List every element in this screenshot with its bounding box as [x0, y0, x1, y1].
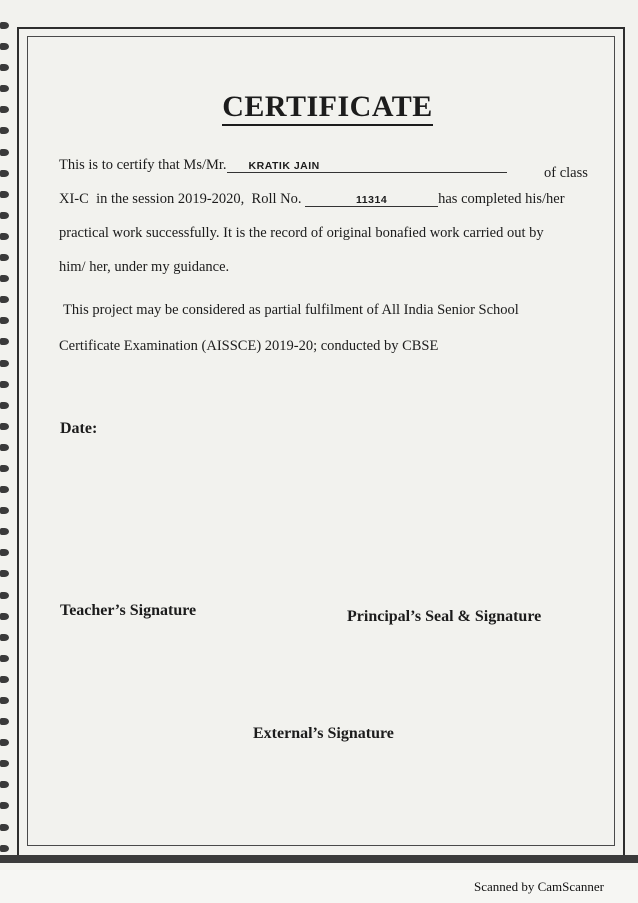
body-line-6: Certificate Examination (AISSCE) 2019-20; conducted by CBSE — [59, 338, 439, 354]
of-class-label: of class — [544, 165, 588, 181]
teacher-signature-label: Teacher’s Signature — [60, 602, 197, 619]
class-session-line: XI-C in the session 2019-2020, Roll No. 11314 has completed his/her — [59, 191, 565, 207]
date-label: Date: — [60, 420, 98, 437]
roll-number-field: 11314 — [305, 194, 438, 207]
page-bottom-edge — [0, 855, 638, 863]
student-name-field: KRATIK JAIN — [227, 160, 507, 173]
principal-signature-label: Principal’s Seal & Signature — [347, 608, 542, 625]
body-line-3: practical work successfully. It is the record of original bonafied work carried out by — [59, 225, 544, 241]
body-line-5: This project may be considered as partial fulfilment of All India Senior School — [63, 302, 519, 318]
class-value: XI-C — [59, 191, 89, 207]
scanner-watermark: Scanned by CamScanner — [474, 879, 604, 894]
external-signature-label: External’s Signature — [253, 725, 394, 742]
body-line-4: him/ her, under my guidance. — [59, 259, 230, 275]
certificate-title: CERTIFICATE — [0, 90, 638, 124]
spiral-binding — [0, 22, 14, 852]
certify-line: This is to certify that Ms/Mr. KRATIK JAIN — [59, 157, 507, 174]
